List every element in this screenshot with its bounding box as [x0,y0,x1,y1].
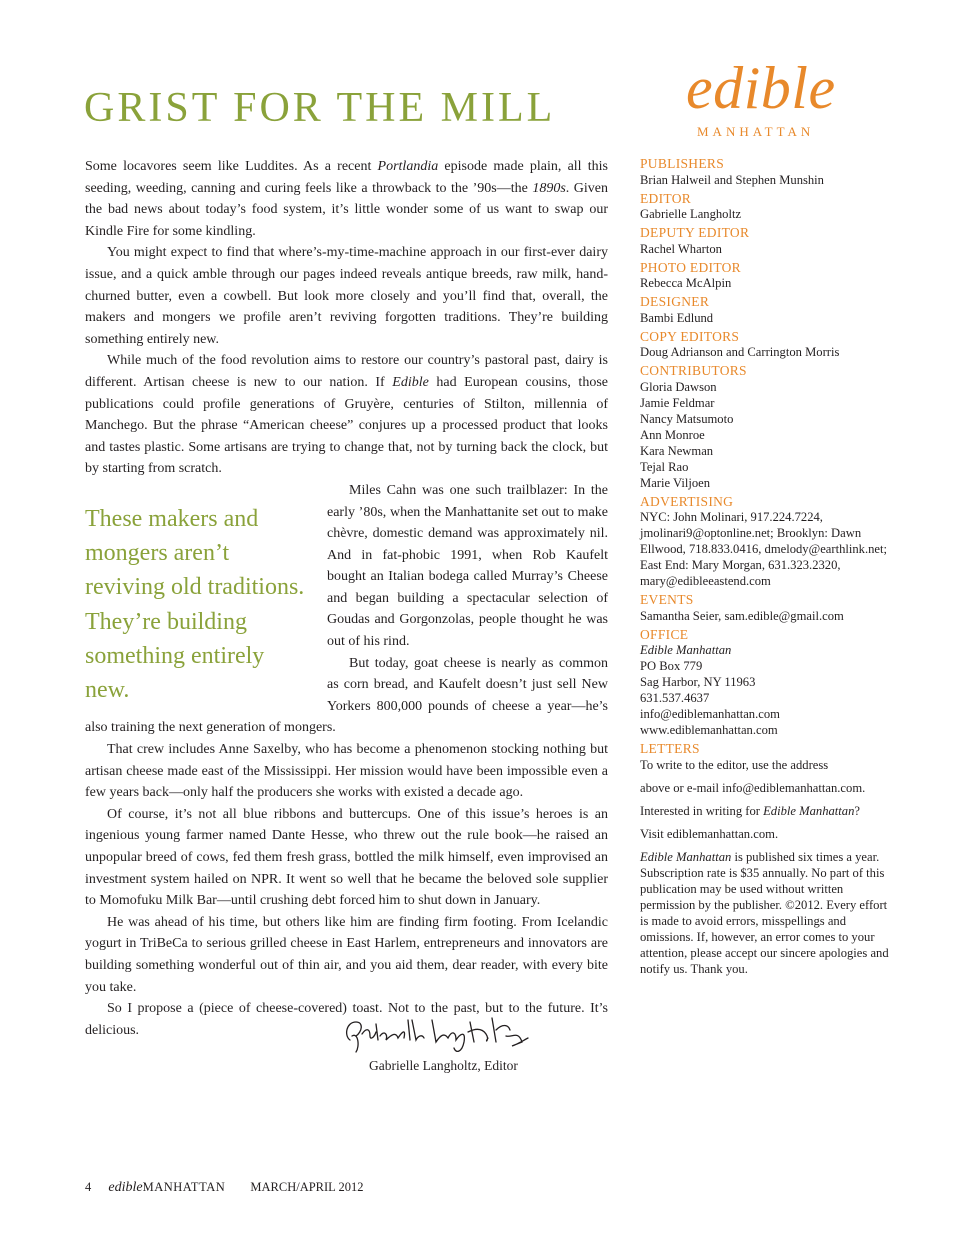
letters-line: Interested in writing for Edible Manhattan? [640,803,860,818]
office-line: www.ediblemanhattan.com [640,723,778,737]
masthead-label: PHOTO EDITOR [640,259,741,275]
masthead-name: Jamie Feldmar [640,395,715,410]
masthead-copy-editors [640,329,892,361]
article-paragraph-9: So I propose a (piece of cheese-covered) toast. Not to the past, but to the future. It’s delicious. [85,1001,608,1038]
editor-signature [336,1010,536,1058]
footer-manhattan: MANHATTAN [142,1180,226,1194]
masthead-label: EDITOR [640,190,692,206]
masthead-advertising [640,494,892,590]
masthead-publishers [640,156,892,188]
masthead-label: DESIGNER [640,294,710,309]
article-paragraph-6: That crew includes Anne Saxelby, who has become a phenomenon stocking nothing but artisan cheese made east of the Mississippi. Her mission would have been impossible even a few years back—only half the producers she works with existed a decade ago. [85,742,608,801]
masthead-label: EVENTS [640,592,694,607]
masthead-photo-editor [640,260,892,292]
masthead-name: Marie Viljoen [640,475,711,490]
masthead-name: Doug Adrianson and Carrington Morris [640,345,840,359]
masthead-contributors [640,363,892,491]
masthead-label: LETTERS [640,741,700,756]
masthead-label: COPY EDITORS [640,328,740,344]
article-paragraph-5: But today, goat cheese is nearly as common as corn bread, and Kaufelt doesn’t just sell New Yorkers 800,000 pounds of cheese a year—he’s also training the next generation of mongers. [85,655,608,736]
masthead-label: CONTRIBUTORS [640,363,747,378]
article-paragraph-1: Some locavores seem like Luddites. As a recent Portlandia episode made plain, all this seeding, weeding, canning and curing feels like a throwback to the ’90s—the 1890s. Given the bad news about today’s food system, it’s little wonder some of us want to swap our Kindle Fire for some kindling. [85,159,609,239]
office-name: Edible Manhattan [640,643,732,657]
logo-subtitle: MANHATTAN [697,124,815,139]
masthead-name: Bambi Edlund [640,310,714,325]
letters-line: Visit ediblemanhattan.com. [640,826,779,841]
page-footer [85,1180,363,1196]
letters-line: To write to the editor, use the address [640,757,829,772]
edible-manhattan-logo [640,55,880,148]
masthead-name: Tejal Rao [640,459,689,474]
pull-quote: These makers and mongers aren’t reviving old traditions. They’re building something entirely new. [85,505,305,703]
masthead-letters [640,741,892,977]
masthead-name: Rachel Wharton [640,241,722,256]
article-paragraph-4: These makers and mongers aren’t reviving old traditions. They’re building something entirely new. Miles Cahn was one such trailblazer: In the early ’80s, when the Manhattanite set out to make chèvre, domestic demand was approximately nil. And in fat-phobic 1991, when Rob Kaufelt bought an Italian bodega called Murray’s Cheese and began building a spectacular selection of Goudas and Gorgonzolas, people thought he was out of his rind. [85,480,608,653]
masthead-label: DEPUTY EDITOR [640,225,750,240]
masthead-editor [640,191,892,223]
masthead-label: ADVERTISING [640,493,734,509]
masthead-name: Brian Halweil and Stephen Munshin [640,172,824,187]
office-line: info@ediblemanhattan.com [640,707,780,721]
article-paragraph-2: You might expect to find that where’s-my-time-machine approach in our first-ever dairy issue, and a quick amble through our pages indeed reveals antique breeds, raw milk, hand-churned butter, even a cowbell. But look more closely and you’ll find that, overall, the makers and mongers we profile aren’t reviving forgotten traditions. They’re building something entirely new. [85,245,608,347]
masthead-name: Nancy Matsumoto [640,411,734,426]
masthead [640,156,892,980]
signature-caption: Gabrielle Langholtz, Editor [369,1058,518,1073]
masthead-name: Gabrielle Langholtz [640,207,742,221]
office-line: PO Box 779 [640,659,703,673]
masthead-name: Ann Monroe [640,427,705,442]
article-paragraph-3: While much of the food revolution aims to restore our country’s pastoral past, dairy is different. Artisan cheese is new to our nation. If Edible had European cousins, those publications could profile generations of Gruyère, centuries of Stilton, millennia of Manchego. But the phrase “American cheese” conjures up a processed product that looks and tastes plastic. Some artisans are trying to change that, not by turning back the clock, but by starting from scratch. [85,353,608,477]
editorial-column [85,156,608,1041]
masthead-deputy-editor [640,225,892,257]
page-number: 4 [85,1180,92,1194]
page-title: GRIST FOR THE MILL [84,85,556,131]
masthead-name: Samantha Seier, sam.edible@gmail.com [640,608,844,623]
footer-edible: edible [108,1180,143,1195]
masthead-label: OFFICE [640,626,689,642]
letters-line: above or e-mail info@ediblemanhattan.com. [640,780,866,795]
masthead-events [640,592,892,624]
masthead-label: PUBLISHERS [640,156,725,171]
issue-date: MARCH/APRIL 2012 [250,1180,364,1194]
article-paragraph-7: Of course, it’s not all blue ribbons and buttercups. One of this issue’s heroes is an ingenious young farmer named Dante Hesse, who threw out the rule book—he raised an unpopular breed of cows, fed them fresh grass, bottled the milk himself, even improvised an investment system hailed on NPR. It went so well that he became the beloved sole supplier to Momofuku Milk Bar—until crushing debt forced him to shut down in January. [85,806,608,909]
article-paragraph-8: He was ahead of his time, but others like him are finding firm footing. From Icelandic yogurt in TriBeCa to serious grilled cheese in East Harlem, entrepreneurs and innovators are building something wonderful out of thin air, and you aid them, dear reader, with every bite you take. [85,914,608,995]
logo-word: edible [686,55,836,121]
masthead-name: Rebecca McAlpin [640,276,732,290]
office-line: Sag Harbor, NY 11963 [640,675,756,689]
publication-notice: Edible Manhattan is published six times a year. Subscription rate is $35 annually. No part of this publication may be used without written permission by the publisher. ©2012. Every effort is made to avoid errors, misspellings and omissions. If, however, an error comes to your attention, please accept our sincere apologies and notify us. Thank you. [640,849,889,976]
masthead-name: Kara Newman [640,443,714,458]
advertising-contacts: NYC: John Molinari, 917.224.7224, jmolinari9@optonline.net; Brooklyn: Dawn Ellwood, 718.833.0416, dmelody@earthlink.net; East End: Mary Morgan, 631.323.2320, mary@edibleeastend.com [640,510,887,588]
office-line: 631.537.4637 [640,691,710,705]
masthead-designer [640,294,892,326]
masthead-office [640,627,892,739]
masthead-name: Gloria Dawson [640,379,717,394]
